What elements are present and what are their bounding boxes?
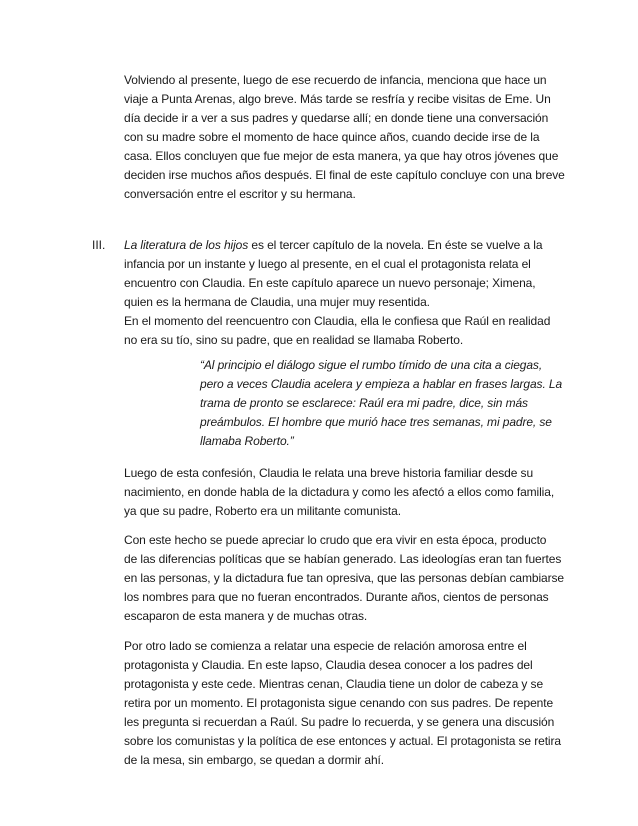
text-line: Luego de esta confesión, Claudia le relata una breve historia familiar desde su: [124, 466, 534, 480]
text-line: deciden irse muchos años después. El final de este capítulo concluye con una breve: [124, 168, 565, 182]
text-line: [124, 236, 550, 255]
text-line: ya que su padre, Roberto era un militante comunista.: [124, 504, 401, 518]
text-line: Por otro lado se comienza a relatar una especie de relación amorosa entre el: [124, 639, 527, 653]
paragraph-relationship: [124, 637, 561, 770]
paragraph-section-three: [124, 236, 550, 350]
text-line: Volviendo al presente, luego de ese recuerdo de infancia, menciona que hace un: [124, 73, 547, 87]
text-line: día decide ir a ver a sus padres y quedarse allí; en donde tiene una conversación: [124, 111, 549, 125]
text-line: retira por un momento. El protagonista sigue cenando con sus padres. De repente: [124, 696, 554, 710]
text-line: no era su tío, sino su padre, que en realidad se llamaba Roberto.: [124, 333, 464, 347]
paragraph-dictatorship: [124, 531, 564, 626]
paragraph-confession: [124, 464, 554, 521]
quote-line: pero a veces Claudia acelera y empieza a hablar en frases largas. La: [200, 377, 563, 391]
text-line: viaje a Punta Arenas, algo breve. Más tarde se resfría y recibe visitas de Eme. Un: [124, 92, 551, 106]
text-line: protagonista y este cede. Mientras cenan, Claudia tiene un dolor de cabeza y se: [124, 677, 544, 691]
block-quote: [200, 356, 562, 451]
quote-line: “Al principio el diálogo sigue el rumbo tímido de una cita a ciegas,: [200, 358, 543, 372]
quote-line: llamaba Roberto.”: [200, 434, 294, 448]
text-line: escaparon de esta manera y de muchas otras.: [124, 609, 368, 623]
text-line: encuentro con Claudia. En este capítulo aparece un nuevo personaje; Ximena,: [124, 276, 536, 290]
section-number: III.: [92, 238, 106, 252]
text-line: nacimiento, en donde habla de la dictadura y como les afectó a ellos como familia,: [124, 485, 555, 499]
text-line: infancia por un instante y luego al presente, en el cual el protagonista relata el: [124, 257, 531, 271]
text-line: los nombres para que no fueran encontrados. Durante años, cientos de personas: [124, 590, 549, 604]
text-line: conversación entre el escritor y su hermana.: [124, 187, 356, 201]
quote-line: trama de pronto se esclarece: Raúl era mi padre, dice, sin más: [200, 396, 528, 410]
quote-line: preámbulos. El hombre que murió hace tres semanas, mi padre, se: [200, 415, 552, 429]
text-line: sobre los comunistas y la política de ese entonces y actual. El protagonista se retira: [124, 734, 561, 748]
text-line: protagonista y Claudia. En este lapso, Claudia desea conocer a los padres del: [124, 658, 533, 672]
text-line: les pregunta si recuerdan a Raúl. Su padre lo recuerda, y se genera una discusión: [124, 715, 555, 729]
text-line: Con este hecho se puede apreciar lo crudo que era vivir en esta época, producto: [124, 533, 547, 547]
paragraph-intro: [124, 71, 565, 204]
book-title: La literatura de los hijos: [124, 238, 249, 252]
text-line: de la mesa, sin embargo, se quedan a dormir ahí.: [124, 753, 385, 767]
text-line: de las diferencias políticas que se habían generado. Las ideologías eran tan fuertes: [124, 552, 562, 566]
text-segment: es el tercer capítulo de la novela. En éste se vuelve a la: [248, 238, 543, 252]
text-line: con su madre sobre el momento de hace quince años, cuando decide irse de la: [124, 130, 540, 144]
text-line: quien es la hermana de Claudia, una mujer muy resentida.: [124, 295, 430, 309]
text-line: en las personas, y la dictadura fue tan opresiva, que las personas debían cambiarse: [124, 571, 564, 585]
text-line: casa. Ellos concluyen que fue mejor de esta manera, ya que hay otros jóvenes que: [124, 149, 559, 163]
text-line: En el momento del reencuentro con Claudia, ella le confiesa que Raúl en realidad: [124, 314, 551, 328]
